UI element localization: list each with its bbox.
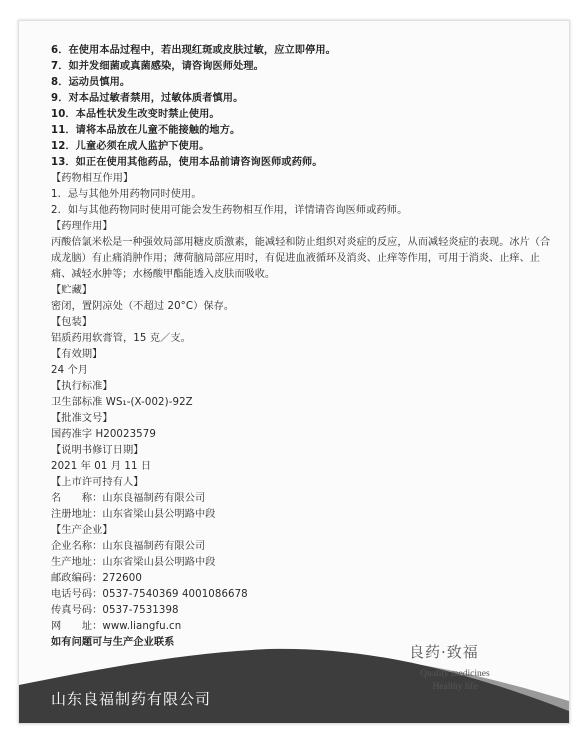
interaction-item: 2．如与其他药物同时使用可能会发生药物相互作用，详情请咨询医师或药师。	[51, 205, 408, 216]
holder-heading: 【上市许可持有人】	[51, 477, 144, 488]
holder-address: 注册地址：山东省梁山县公明路中段	[51, 509, 216, 520]
company-name-banner: 山东良福制药有限公司	[51, 690, 212, 708]
approval-heading: 【批准文号】	[51, 413, 113, 424]
slogan-english-line2: Healthy life	[432, 682, 478, 692]
package-text: 铝质药用软膏管，15 克／支。	[51, 333, 191, 344]
standard-heading: 【执行标准】	[51, 381, 113, 392]
validity-text: 24 个月	[51, 365, 89, 376]
revision-heading: 【说明书修订日期】	[51, 445, 144, 456]
leaflet-sheet	[18, 20, 570, 724]
leaflet-content	[51, 43, 551, 651]
pharmacology-text: 丙酸倍氯米松是一种强效局部用糖皮质激素，能减轻和防止组织对炎症的反应，从而减轻炎症的表现。冰片（合成龙脑）有止痛消肿作用；薄荷脑局部应用时，有促进血液循环及消炎、止痒等作用，可用于消炎、止痒、止痛、减轻水肿等；水杨酸甲酯能透入皮肤而吸收。	[51, 237, 551, 280]
manufacturer-fax: 传真号码：0537-7531398	[51, 605, 179, 616]
warning-item: 9．对本品过敏者禁用，过敏体质者慎用。	[51, 93, 244, 104]
warning-item: 6．在使用本品过程中，若出现红斑或皮肤过敏，应立即停用。	[51, 45, 336, 56]
warning-item: 10．本品性状发生改变时禁止使用。	[51, 109, 220, 120]
standard-text: 卫生部标准 WS₁-(X-002)-92Z	[51, 397, 193, 408]
manufacturer-heading: 【生产企业】	[51, 525, 113, 536]
manufacturer-website: 网 址：www.liangfu.cn	[51, 621, 182, 632]
storage-text: 密闭，置阴凉处（不超过 20°C）保存。	[51, 301, 235, 312]
interactions-heading: 【药物相互作用】	[51, 173, 134, 184]
manufacturer-address: 生产地址：山东省梁山县公明路中段	[51, 557, 216, 568]
package-heading: 【包装】	[51, 317, 93, 328]
manufacturer-postcode: 邮政编码：272600	[51, 573, 142, 584]
warning-item: 13．如正在使用其他药品，使用本品前请咨询医师或药师。	[51, 157, 323, 168]
contact-note: 如有问题可与生产企业联系	[51, 637, 175, 648]
slogan-chinese: 良药·致福	[409, 643, 479, 661]
manufacturer-name: 企业名称：山东良福制药有限公司	[51, 541, 206, 552]
validity-heading: 【有效期】	[51, 349, 103, 360]
slogan-english-line1: Quality medicines	[420, 669, 490, 679]
warning-item: 11．请将本品放在儿童不能接触的地方。	[51, 125, 241, 136]
revision-date: 2021 年 01 月 11 日	[51, 461, 152, 472]
warning-item: 7．如并发细菌或真菌感染，请咨询医师处理。	[51, 61, 264, 72]
holder-name: 名 称：山东良福制药有限公司	[51, 493, 206, 504]
interaction-item: 1．忌与其他外用药物同时使用。	[51, 189, 202, 200]
warning-item: 12．儿童必须在成人监护下使用。	[51, 141, 210, 152]
warning-item: 8．运动员慎用。	[51, 77, 131, 88]
manufacturer-phone: 电话号码：0537-7540369 4001086678	[51, 589, 248, 600]
pharmacology-heading: 【药理作用】	[51, 221, 113, 232]
approval-text: 国药准字 H20023579	[51, 429, 156, 440]
storage-heading: 【贮藏】	[51, 285, 93, 296]
